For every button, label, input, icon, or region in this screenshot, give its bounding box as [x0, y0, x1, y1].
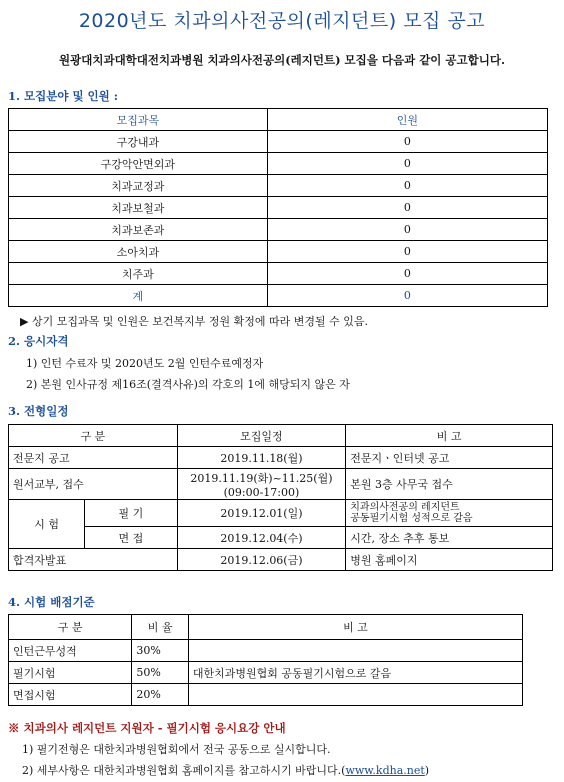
subject-cell: 소아치과: [9, 241, 268, 263]
count-cell: 0: [267, 197, 547, 219]
table-row: [9, 469, 553, 500]
schedule-date: 2019.11.19(화)~11.25(월): [190, 471, 333, 485]
header-category: 구 분: [9, 615, 132, 640]
table-row: [9, 263, 548, 285]
table-row: [9, 219, 548, 241]
qualification-item: 2) 본원 인사규정 제16조(결격사유)의 각호의 1에 해당되지 않은 자: [26, 378, 350, 391]
header-subject: 모집과목: [9, 109, 268, 131]
subject-cell: 치과보철과: [9, 197, 268, 219]
ratio-cell: 50%: [132, 662, 189, 684]
recruit-table: [8, 108, 548, 307]
category-cell: 필기시험: [9, 662, 132, 684]
count-cell: 0: [267, 219, 547, 241]
schedule-cell: 2019.12.01(일): [177, 500, 346, 527]
subject-cell: 구강악안면외과: [9, 153, 268, 175]
table-row: [9, 241, 548, 263]
table-row: [9, 662, 523, 684]
footer-line-2-text: 2) 세부사항은 대한치과병원협회 홈페이지를 참고하시기 바랍니다.(: [22, 764, 346, 777]
scoring-table: [8, 614, 523, 706]
table-row: [9, 527, 553, 549]
recruit-note: ▶ 상기 모집과목 및 인원은 보건복지부 정원 확정에 따라 변경될 수 있음.: [20, 315, 368, 328]
schedule-cell: 2019.12.04(수): [177, 527, 346, 549]
table-row: [9, 640, 523, 662]
remark-cell: [346, 500, 553, 527]
schedule-time: (09:00-17:00): [223, 485, 300, 499]
section-1-heading: 1. 모집분야 및 인원 :: [8, 89, 119, 103]
count-cell: 0: [267, 241, 547, 263]
category-cell: 원서교부, 접수: [9, 469, 178, 500]
table-row: [9, 500, 553, 527]
remark-cell: 본원 3층 사무국 접수: [346, 469, 553, 500]
total-row: [9, 285, 548, 307]
table-row: [9, 197, 548, 219]
count-cell: 0: [267, 263, 547, 285]
kdha-link[interactable]: www.kdha.net: [345, 764, 425, 777]
subject-cell: 치과보존과: [9, 219, 268, 241]
remark-cell: 대한치과병원협회 공동필기시험으로 갈음: [188, 662, 522, 684]
header-schedule: 모집일정: [177, 425, 346, 447]
category-cell: 합격자발표: [9, 549, 178, 571]
header-remark: 비 고: [346, 425, 553, 447]
footer-line-1: 1) 필기전형은 대한치과병원협회에서 전국 공동으로 실시합니다.: [22, 743, 331, 756]
category-cell: 인턴근무성적: [9, 640, 132, 662]
table-row: [9, 153, 548, 175]
section-3-heading: 3. 전형일정: [8, 404, 69, 418]
section-4-heading: 4. 시험 배점기준: [8, 595, 95, 609]
total-label: 계: [9, 285, 268, 307]
exam-label: 시 험: [9, 500, 85, 549]
footer-line-2-end: ): [424, 764, 430, 777]
count-cell: 0: [267, 175, 547, 197]
footer-line-2: [22, 762, 429, 778]
ratio-cell: 20%: [132, 684, 189, 706]
table-row: [9, 447, 553, 469]
category-cell: 필 기: [85, 500, 177, 527]
remark-cell: 병원 홈페이지: [346, 549, 553, 571]
header-ratio: 비 율: [132, 615, 189, 640]
schedule-cell: [177, 469, 346, 500]
count-cell: 0: [267, 131, 547, 153]
category-cell: 전문지 공고: [9, 447, 178, 469]
table-row: [9, 131, 548, 153]
remark-cell: 시간, 장소 추후 통보: [346, 527, 553, 549]
page-title: 2020년도 치과의사전공의(레지던트) 모집 공고: [78, 10, 486, 32]
category-cell: 면 접: [85, 527, 177, 549]
remark-cell: [188, 640, 522, 662]
table-row: [9, 175, 548, 197]
remark-cell: [188, 684, 522, 706]
schedule-table: [8, 424, 553, 571]
remark-line: 치과의사전공의 레지던트: [350, 502, 460, 513]
table-row: [9, 549, 553, 571]
ratio-cell: 30%: [132, 640, 189, 662]
qualification-item: 1) 인턴 수료자 및 2020년도 2월 인턴수료예정자: [26, 357, 264, 370]
footer-heading: ※ 치과의사 레지던트 지원자 - 필기시험 응시요강 안내: [8, 721, 286, 735]
total-count: 0: [267, 285, 547, 307]
remark-line: 공동필기시험 성적으로 갈음: [350, 513, 473, 524]
category-cell: 면접시험: [9, 684, 132, 706]
table-row: [9, 684, 523, 706]
section-2-heading: 2. 응시자격: [8, 334, 69, 348]
schedule-cell: 2019.12.06(금): [177, 549, 346, 571]
remark-cell: 전문지ㆍ인터넷 공고: [346, 447, 553, 469]
header-count: 인원: [267, 109, 547, 131]
subject-cell: 구강내과: [9, 131, 268, 153]
intro-text: 원광대치과대학대전치과병원 치과의사전공의(레지던트) 모집을 다음과 같이 공고합니다.: [59, 53, 505, 67]
count-cell: 0: [267, 153, 547, 175]
subject-cell: 치주과: [9, 263, 268, 285]
header-category: 구 분: [9, 425, 178, 447]
subject-cell: 치과교정과: [9, 175, 268, 197]
header-remark: 비 고: [188, 615, 522, 640]
schedule-cell: 2019.11.18(월): [177, 447, 346, 469]
